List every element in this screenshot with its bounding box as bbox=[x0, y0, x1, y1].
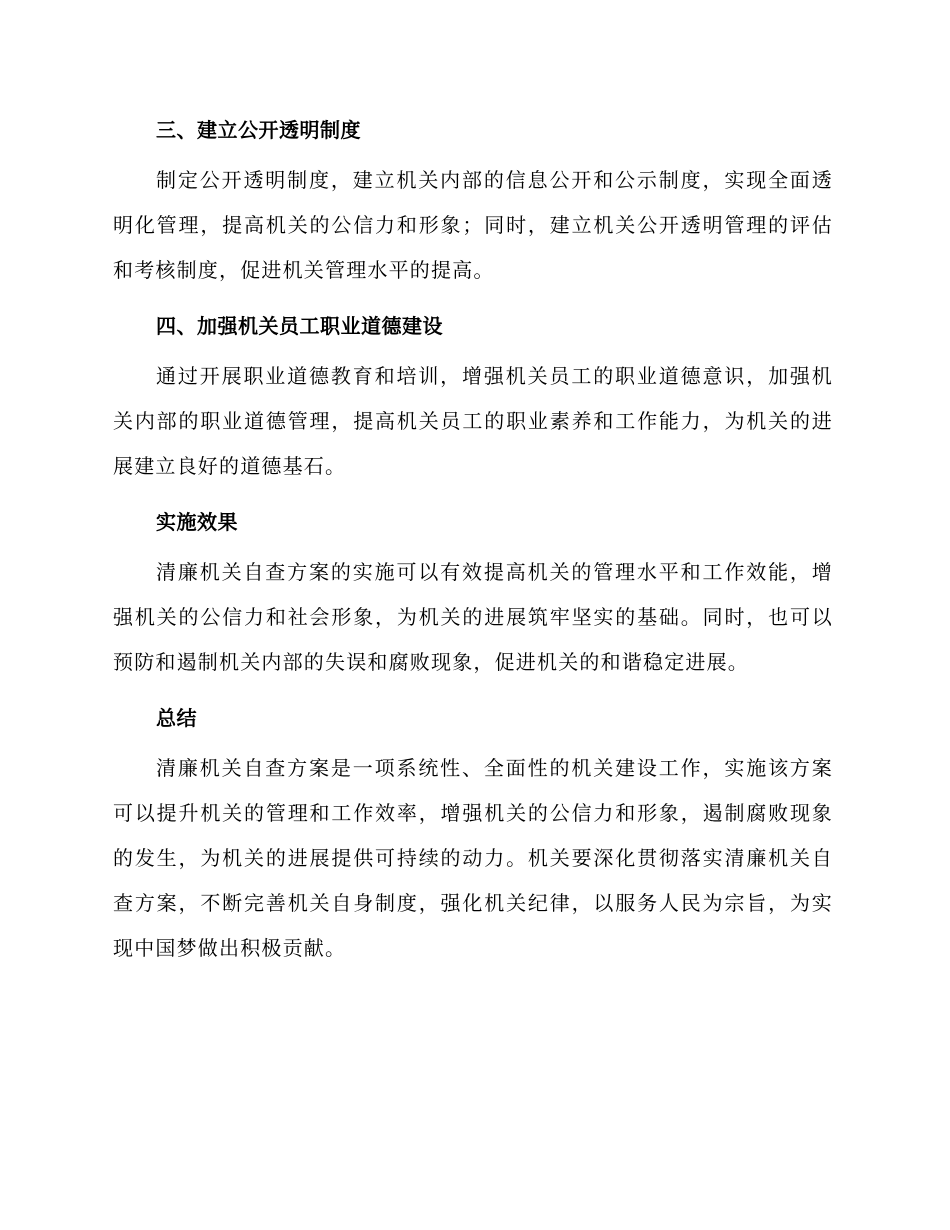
section-paragraph-effects: 清廉机关自查方案的实施可以有效提高机关的管理水平和工作效能，增强机关的公信力和社会形象，为机关的进展筑牢坚实的基础。同时，也可以预防和遏制机关内部的失误和腐败现象，促进机关的和谐稳定进展。 bbox=[113, 560, 833, 674]
document-body bbox=[113, 110, 833, 984]
section-paragraph-summary: 清廉机关自查方案是一项系统性、全面性的机关建设工作，实施该方案可以提升机关的管理和工作效率，增强机关的公信力和形象，遏制腐败现象的发生，为机关的进展提供可持续的动力。机关要深化贯彻落实清廉机关自查方案，不断完善机关自身制度，强化机关纪律，以服务人民为宗旨，为实现中国梦做出积极贡献。 bbox=[113, 756, 833, 960]
section-heading-ethics: 四、加强机关员工职业道德建设 bbox=[156, 314, 443, 338]
section-heading-transparency: 三、建立公开透明制度 bbox=[156, 118, 361, 142]
section-heading-effects: 实施效果 bbox=[156, 510, 238, 534]
section-paragraph-transparency: 制定公开透明制度，建立机关内部的信息公开和公示制度，实现全面透明化管理，提高机关的公信力和形象；同时，建立机关公开透明管理的评估和考核制度，促进机关管理水平的提高。 bbox=[113, 168, 833, 282]
section-heading-summary: 总结 bbox=[156, 706, 197, 730]
section-paragraph-ethics: 通过开展职业道德教育和培训，增强机关员工的职业道德意识，加强机关内部的职业道德管理，提高机关员工的职业素养和工作能力，为机关的进展建立良好的道德基石。 bbox=[113, 364, 833, 478]
